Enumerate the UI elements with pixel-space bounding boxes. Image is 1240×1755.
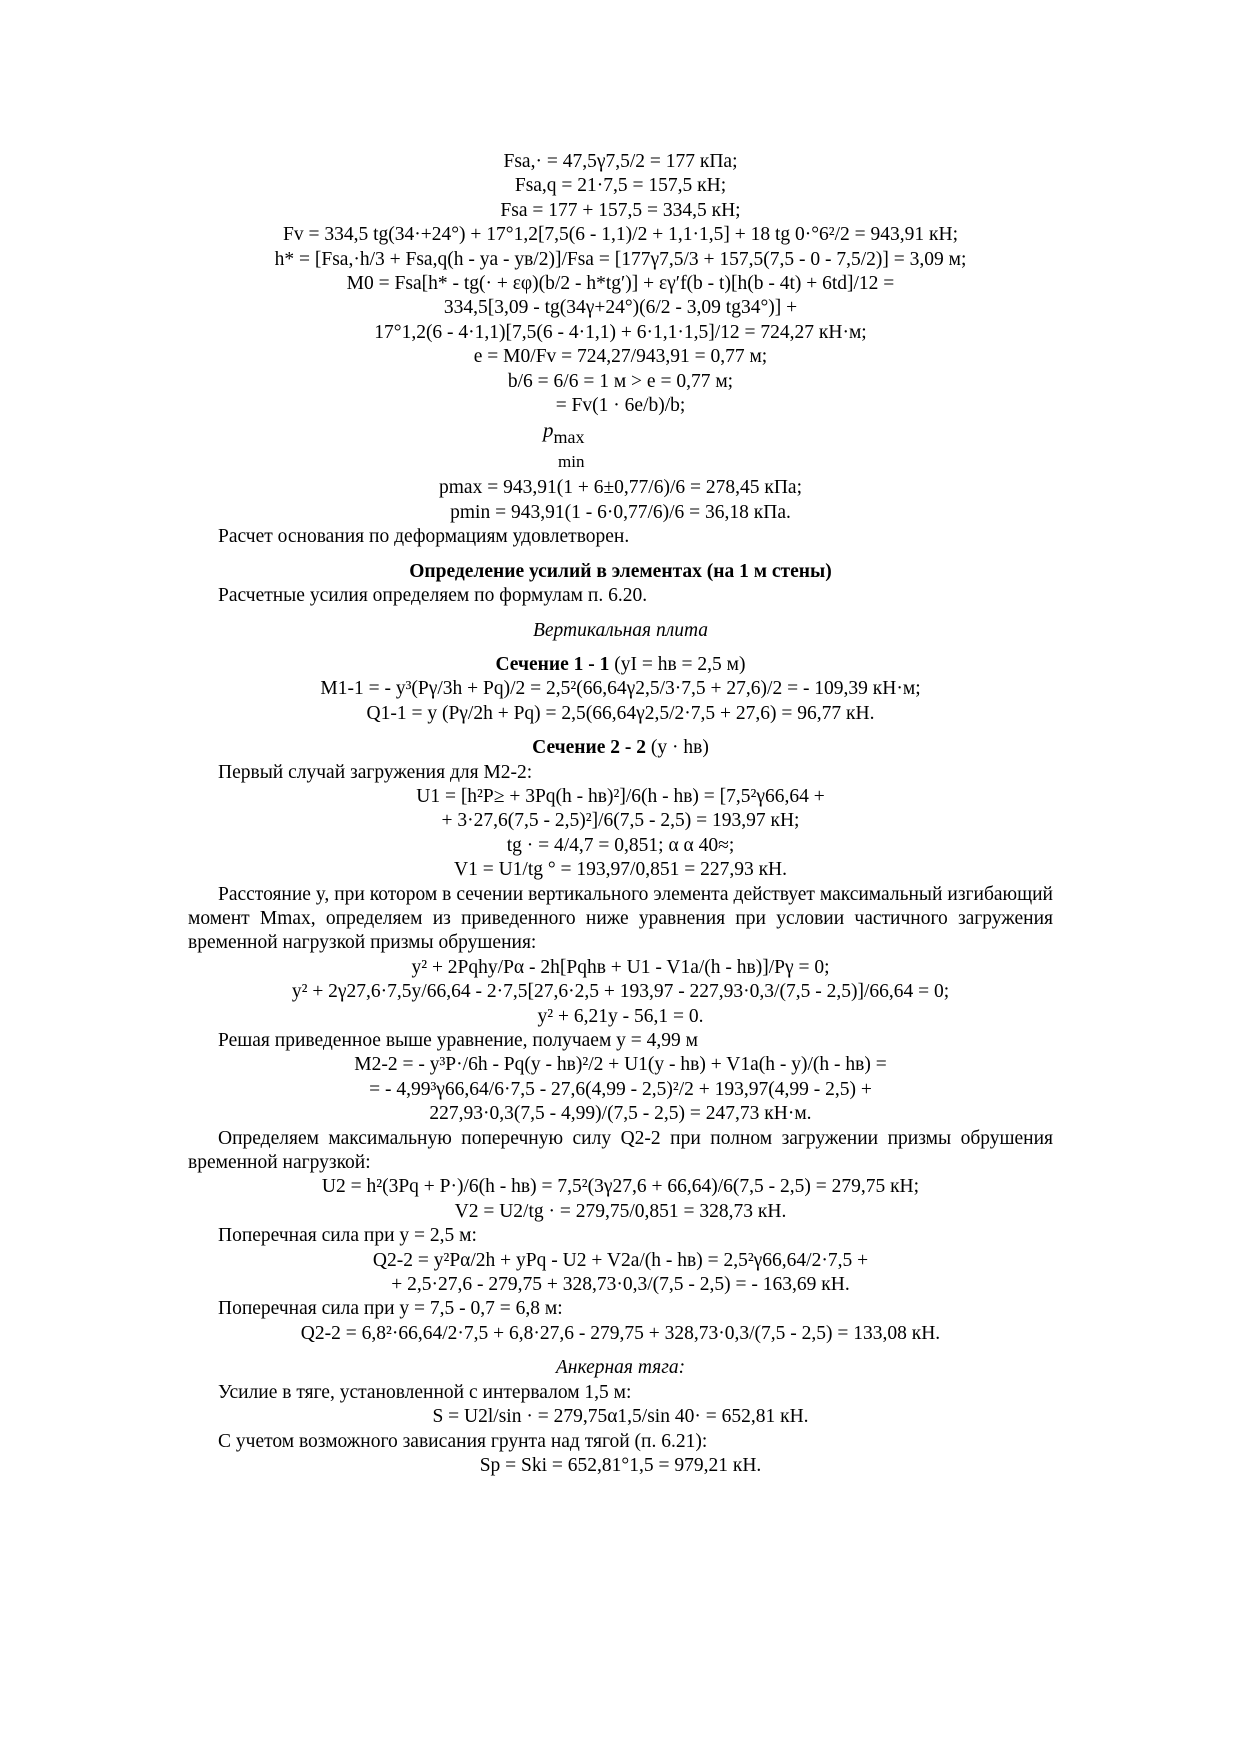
subheading-anchor: Анкерная тяга: [555,1357,686,1379]
formula-line: Fsa,q = 21·7,5 = 157,5 кН; [514,175,727,197]
pressure-symbol [188,418,1053,476]
anchor-note-text: С учетом возможного зависания грунта над тягой (п. 6.21): [218,1430,708,1452]
formula-block-2 [188,476,1053,525]
formula-line: Fsa,· = 47,5γ7,5/2 = 177 кПа; [503,151,738,172]
formula-line: Sp = Ski = 652,81°1,5 = 979,21 кН. [479,1454,762,1476]
formula-line: Q2-2 = y²Pα/2h + yPq - U2 + V2a/(h - hв) = 2,5²γ66,64/2·7,5 + [372,1249,869,1271]
formula-line: M0 = Fsa[h* - tg(· + εφ)(b/2 - h*tg′)] + εγ′f(b - t)[h(b - 4t) + 6td]/12 = [346,273,895,295]
formula-line: = - 4,99³γ66,64/6·7,5 - 27,6(4,99 - 2,5)²/2 + 193,97(4,99 - 2,5) + [369,1078,872,1100]
paragraph-shear: Определяем максимальную поперечную силу Q2-2 при полном загружении призмы обрушения временной нагрузкой: [188,1127,1053,1174]
subheading-plate: Вертикальная плита [532,619,709,641]
formula-line: e = M0/Fv = 724,27/943,91 = 0,77 м; [473,346,768,368]
formula-line: y² + 6,21y - 56,1 = 0. [537,1005,704,1027]
formula-line: M1-1 = - y³(Pγ/3h + Pq)/2 = 2,5²(66,64γ2,5/3·7,5 + 27,6)/2 = - 109,39 кН·м; [320,678,921,700]
pressure-min: min [558,452,585,472]
pressure-p: p [543,418,554,443]
shear-at-2-5-text: Поперечная сила при y = 2,5 м: [218,1225,477,1247]
formula-line: = Fv(1 · 6e/b)/b; [555,395,686,417]
formula-line: 227,93·0,3(7,5 - 4,99)/(7,5 - 2,5) = 247,73 кН·м. [429,1103,812,1125]
formula-line: 17°1,2(6 - 4·1,1)[7,5(6 - 4·1,1) + 6·1,1·1,5]/12 = 724,27 кН·м; [374,321,867,343]
formula-line: pmin = 943,91(1 - 6·0,77/6)/6 = 36,18 кПа. [450,501,791,523]
formula-line: Q2-2 = 6,8²·66,64/2·7,5 + 6,8·27,6 - 279,75 + 328,73·0,3/(7,5 - 2,5) = 133,08 кН. [300,1322,941,1344]
paragraph-distance: Расстояние y, при котором в сечении вертикального элемента действует максимальный изгибающий момент Mmax, определяем из приведенного ниже уравнения при условии частичного загружения временной нагрузкой призмы обрушения: [188,883,1053,954]
intro-text: Расчетные усилия определяем по формулам п. 6.20. [218,585,648,607]
formula-line: + 3·27,6(7,5 - 2,5)²]/6(7,5 - 2,5) = 193,97 кН; [441,810,800,832]
formula-line: U2 = h²(3Pq + P·)/6(h - hв) = 7,5²(3γ27,6 + 66,64)/6(7,5 - 2,5) = 279,75 кН; [321,1176,920,1198]
conclusion-text: Расчет основания по деформациям удовлетворен. [218,526,630,548]
formula-line: Fv = 334,5 tg(34·+24°) + 17°1,2[7,5(6 - 1,1)/2 + 1,1·1,5] + 18 tg 0·°6²/2 = 943,91 кН; [282,224,959,246]
formula-line: Fsa = 177 + 157,5 = 334,5 кН; [500,199,741,221]
section-1-title: Сечение 1 - 1 (yI = hв = 2,5 м) [495,653,746,675]
anchor-intro-text: Усилие в тяге, установленной с интервалом 1,5 м: [218,1381,632,1403]
load-case-text: Первый случай загружения для M2-2: [218,761,533,783]
section-heading: Определение усилий в элементах (на 1 м стены) [409,560,832,582]
formula-block-1 [188,150,1053,418]
formula-line: tg · = 4/4,7 = 0,851; α α 40≈; [506,834,735,856]
formula-line: y² + 2Pqhy/Pα - 2h[Pqhв + U1 - V1a/(h - hв)]/Pγ = 0; [411,956,830,978]
formula-line: V2 = U2/tg · = 279,75/0,851 = 328,73 кН. [454,1200,787,1222]
formula-line: y² + 2γ27,6·7,5y/66,64 - 2·7,5[27,6·2,5 + 193,97 - 227,93·0,3/(7,5 - 2,5)]/66,64 = 0; [291,981,950,1003]
shear-at-6-8-text: Поперечная сила при y = 7,5 - 0,7 = 6,8 м: [218,1298,563,1320]
solution-text: Решая приведенное выше уравнение, получаем y = 4,99 м [218,1030,698,1051]
formula-line: + 2,5·27,6 - 279,75 + 328,73·0,3/(7,5 - 2,5) = - 163,69 кН. [391,1274,850,1296]
formula-line: Q1-1 = y (Pγ/2h + Pq) = 2,5(66,64γ2,5/2·7,5 + 27,6) = 96,77 кН. [366,702,875,724]
formula-line: pmax = 943,91(1 + 6±0,77/6)/6 = 278,45 кПа; [439,477,802,499]
formula-line: V1 = U1/tg ° = 193,97/0,851 = 227,93 кН. [453,859,787,881]
pressure-max: max [553,427,585,448]
section-2-title: Сечение 2 - 2 (y · hв) [532,737,709,759]
document-page [188,150,1053,1478]
formula-line: U1 = [h²P≥ + 3Pq(h - hв)²]/6(h - hв) = [7,5²γ66,64 + [416,785,825,807]
formula-line: b/6 = 6/6 = 1 м > e = 0,77 м; [507,370,734,392]
formula-line: 334,5[3,09 - tg(34γ+24°)(6/2 - 3,09 tg34°)] + [443,297,798,319]
formula-line: S = U2l/sin · = 279,75α1,5/sin 40· = 652,81 кН. [432,1406,809,1428]
formula-line: h* = [Fsa,·h/3 + Fsa,q(h - ya - yв/2)]/Fsa = [177γ7,5/3 + 157,5(7,5 - 0 - 7,5/2)] = 3,09 м; [274,248,967,270]
formula-line: M2-2 = - y³P·/6h - Pq(y - hв)²/2 + U1(y - hв) + V1a(h - y)/(h - hв) = [354,1054,887,1076]
